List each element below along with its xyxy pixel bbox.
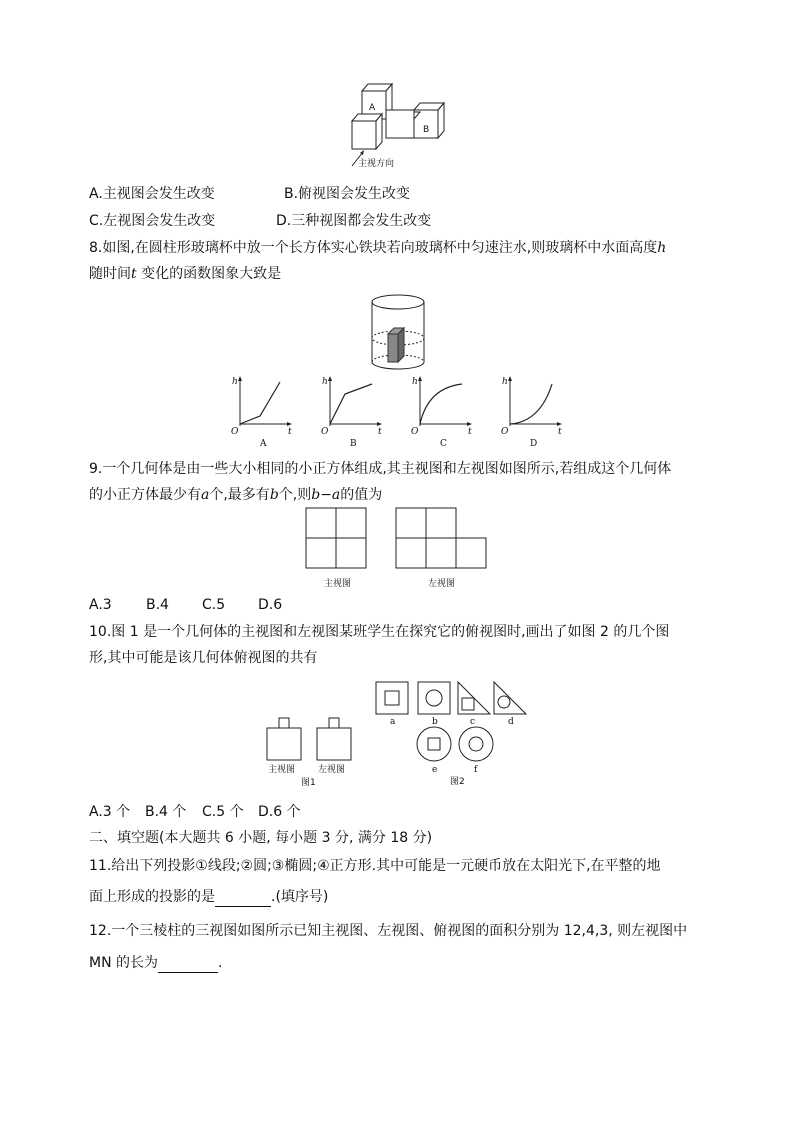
q8-text-line1: 8.如图,在圆柱形玻璃杯中放一个长方体实心铁块若向玻璃杯中匀速注水,则玻璃杯中水面高度h bbox=[89, 240, 667, 256]
q10-text-line2: 形,其中可能是该几何体俯视图的共有 bbox=[89, 650, 318, 666]
q8-curve-b bbox=[330, 384, 372, 424]
q10-option-a: A.3 个 bbox=[89, 804, 131, 820]
q9-left-label: 左视图 bbox=[428, 579, 456, 589]
q10-shape-d: d bbox=[508, 717, 514, 727]
q8-axis-t-label: t bbox=[468, 427, 472, 437]
q8-axis-t-label: t bbox=[288, 427, 292, 437]
q9-option-b: B.4 bbox=[146, 597, 169, 613]
q10-front-label: 主视图 bbox=[268, 765, 296, 775]
q11-text-line2: 面上形成的投影的是 .(填序号) bbox=[89, 889, 329, 905]
q10-shape-c: c bbox=[470, 717, 476, 727]
q8-graph-c bbox=[411, 376, 472, 449]
q8-graph-label: B bbox=[350, 439, 357, 449]
q10-text-line1: 10.图 1 是一个几何体的主视图和左视图某班学生在探究它的俯视图时,画出了如图 2 的几个图 bbox=[89, 624, 670, 640]
q9-front-label: 主视图 bbox=[324, 579, 352, 589]
q10-fig2-label: 图2 bbox=[450, 777, 465, 787]
q8-axis-h-label: h bbox=[322, 377, 328, 387]
q7-option-a: A.主视图会发生改变 bbox=[89, 186, 215, 202]
q8-axis-h-label: h bbox=[502, 377, 508, 387]
q10-shape-f: f bbox=[474, 765, 478, 775]
q8-axis-h-label: h bbox=[412, 377, 418, 387]
q8-curve-d bbox=[510, 384, 552, 424]
q10-figure2 bbox=[370, 680, 535, 790]
q8-text-line2: 随时间t 变化的函数图象大致是 bbox=[89, 266, 282, 282]
q8-axis-t-label: t bbox=[378, 427, 382, 437]
q8-graph-a bbox=[231, 376, 292, 449]
q10-shape-a: a bbox=[390, 717, 396, 727]
q8-graphs bbox=[226, 374, 566, 450]
q10-shape-b: b bbox=[432, 717, 438, 727]
q9-text-line2: 的小正方体最少有a个,最多有b个,则b−a的值为 bbox=[89, 487, 383, 503]
q8-curve-c bbox=[420, 384, 462, 424]
q7-option-d: D.三种视图都会发生改变 bbox=[276, 213, 432, 229]
q11-text-line1: 11.给出下列投影①线段;②圆;③椭圆;④正方形.其中可能是一元硬币放在太阳光下,在平整的地 bbox=[89, 858, 661, 874]
q8-graph-label: A bbox=[260, 439, 267, 449]
q12-answer-blank[interactable] bbox=[158, 958, 218, 973]
q9-option-c: C.5 bbox=[202, 597, 226, 613]
q10-figure1 bbox=[262, 716, 362, 790]
q12-text-line1: 12.一个三棱柱的三视图如图所示已知主视图、左视图、俯视图的面积分别为 12,4,3, 则左视图中 bbox=[89, 923, 688, 939]
q7-label-b: B bbox=[423, 125, 430, 135]
q10-option-b: B.4 个 bbox=[145, 804, 187, 820]
q10-left-label: 左视图 bbox=[318, 765, 346, 775]
q8-origin-label: O bbox=[411, 427, 419, 437]
q9-option-d: D.6 bbox=[258, 597, 283, 613]
q11-answer-blank[interactable] bbox=[215, 892, 271, 907]
q10-shape-e: e bbox=[432, 765, 438, 775]
q8-graph-b bbox=[321, 376, 382, 449]
q8-graph-d bbox=[501, 376, 562, 449]
q10-fig1-label: 图1 bbox=[301, 778, 316, 788]
q7-option-b: B.俯视图会发生改变 bbox=[284, 186, 411, 202]
q8-curve-a bbox=[240, 382, 280, 424]
q7-cubes-figure bbox=[340, 80, 460, 172]
section-fill-in-heading: 二、填空题(本大题共 6 小题, 每小题 3 分, 满分 18 分) bbox=[89, 830, 433, 846]
q9-option-a: A.3 bbox=[89, 597, 112, 613]
q9-text-line1: 9.一个几何体是由一些大小相同的小正方体组成,其主视图和左视图如图所示,若组成这个几何体 bbox=[89, 461, 672, 477]
q12-text-line2: MN 的长为 . bbox=[89, 955, 223, 971]
q7-label-a: A bbox=[369, 103, 376, 113]
q7-option-c: C.左视图会发生改变 bbox=[89, 213, 216, 229]
q8-graph-label: D bbox=[530, 439, 538, 449]
q8-origin-label: O bbox=[231, 427, 239, 437]
q8-axis-h-label: h bbox=[232, 377, 238, 387]
q8-graph-label: C bbox=[440, 439, 447, 449]
q9-views bbox=[300, 506, 500, 592]
q10-option-d: D.6 个 bbox=[258, 804, 301, 820]
q8-axis-t-label: t bbox=[558, 427, 562, 437]
q10-option-c: C.5 个 bbox=[202, 804, 244, 820]
q8-origin-label: O bbox=[501, 427, 509, 437]
q8-origin-label: O bbox=[321, 427, 329, 437]
q7-direction-label: 主视方向 bbox=[358, 159, 395, 169]
q8-cylinder-figure bbox=[368, 292, 428, 374]
